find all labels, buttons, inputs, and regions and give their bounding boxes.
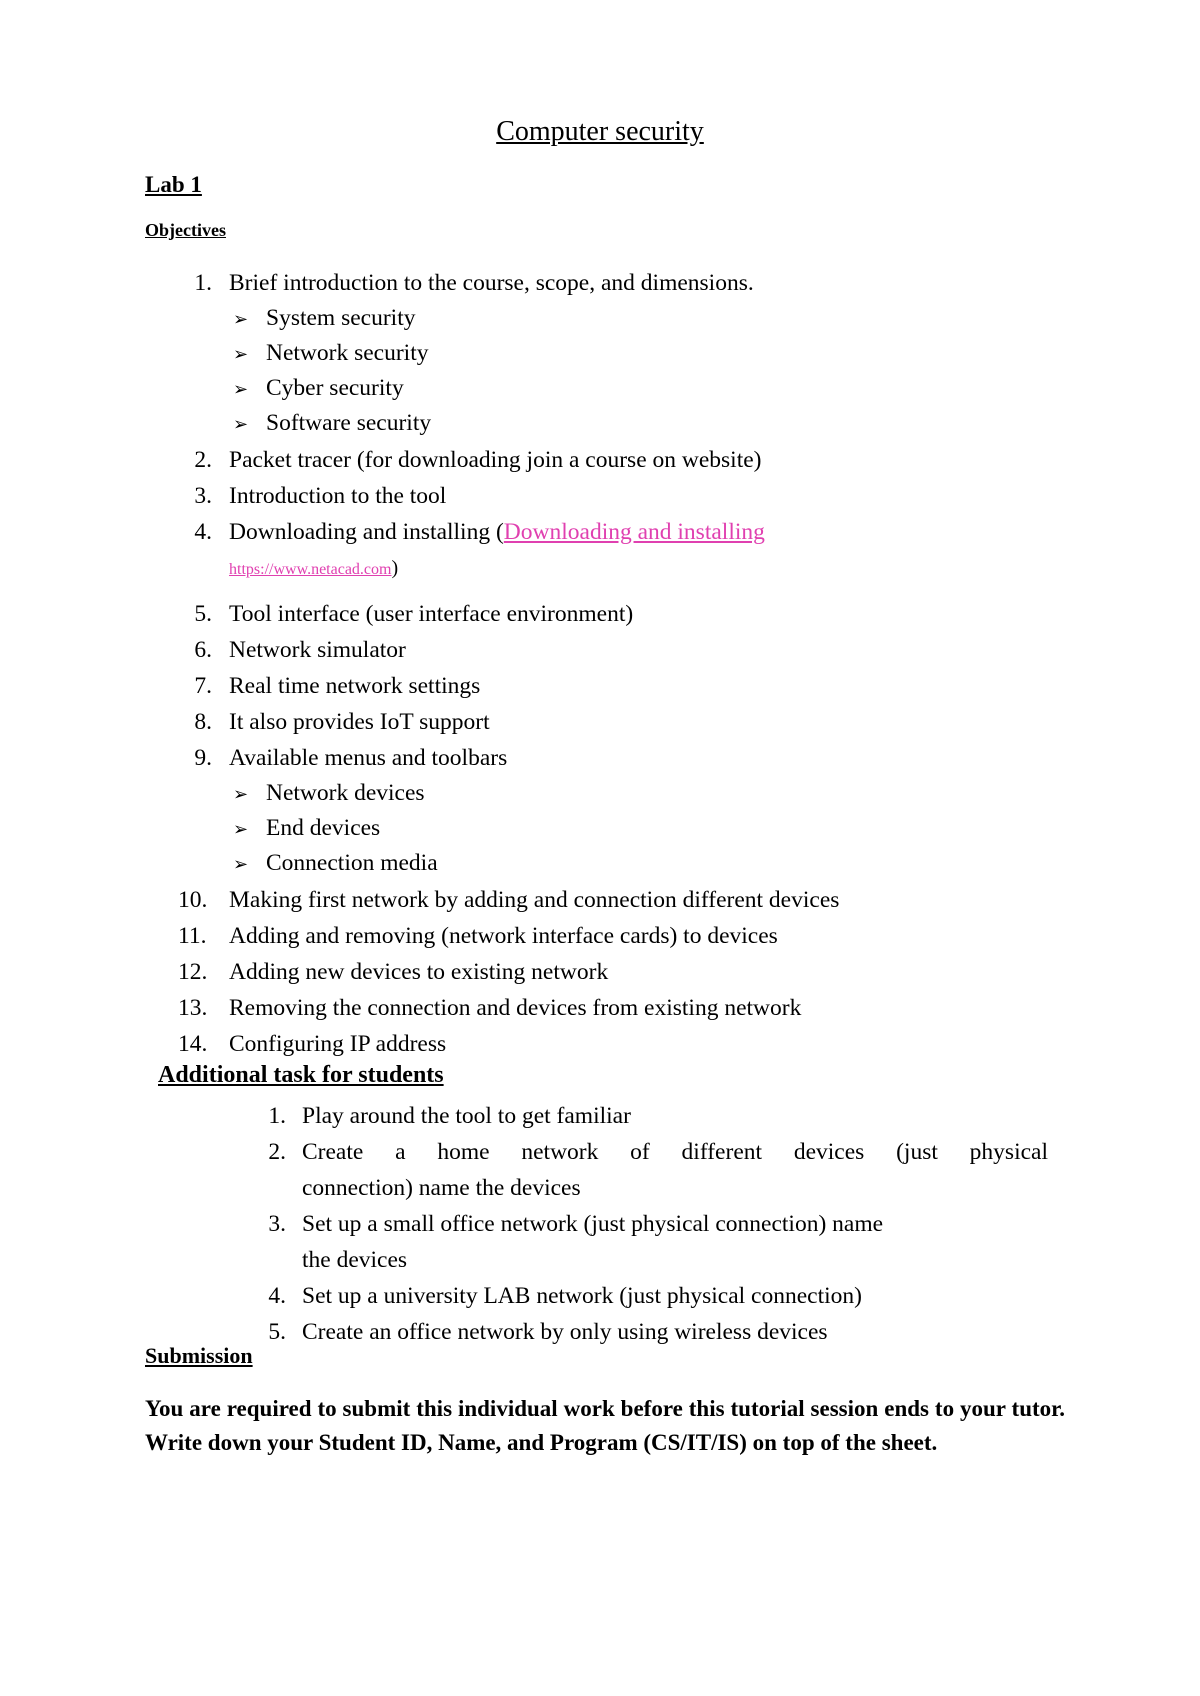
task-number: 3.	[268, 1211, 286, 1237]
item-text: Tool interface (user interface environment)	[229, 601, 634, 627]
sub-item-text: Cyber security	[266, 375, 404, 401]
arrow-bullet-icon: ➢	[233, 784, 249, 804]
arrow-bullet-icon: ➢	[233, 819, 249, 839]
lab-heading: Lab 1	[145, 172, 202, 197]
task-text: Set up a small office network (just physical connection) name	[302, 1211, 884, 1237]
item-text: Configuring IP address	[229, 1031, 447, 1057]
sub-item-text: Network security	[266, 340, 429, 366]
item-text: It also provides IoT support	[229, 709, 490, 735]
netacad-url-link[interactable]: https://www.netacad.com	[229, 561, 392, 578]
item-number: 7.	[194, 673, 212, 699]
download-link[interactable]: Downloading and installing	[503, 519, 765, 545]
item-number: 4.	[194, 519, 212, 545]
additional-task-heading: Additional task for students	[158, 1062, 444, 1088]
item-text: Downloading and installing (	[229, 519, 504, 545]
task-number: 4.	[268, 1283, 286, 1309]
item-text: Introduction to the tool	[229, 483, 447, 509]
task-number: 5.	[268, 1319, 286, 1345]
item-text: Real time network settings	[229, 673, 481, 699]
arrow-bullet-icon: ➢	[233, 854, 249, 874]
arrow-bullet-icon: ➢	[233, 414, 249, 434]
item-text: Brief introduction to the course, scope, and dimensions.	[229, 270, 754, 296]
item-number: 2.	[194, 447, 212, 473]
task-text: Create an office network by only using wireless devices	[302, 1319, 828, 1345]
task-text: Create a home network of different devices (just physical	[302, 1139, 1048, 1165]
item-number: 10.	[178, 887, 208, 913]
sub-item-text: Software security	[266, 410, 432, 436]
item-text: Packet tracer (for downloading join a course on website)	[229, 447, 762, 473]
task-number: 1.	[268, 1103, 286, 1129]
item-number: 9.	[194, 745, 212, 771]
item-text: Network simulator	[229, 637, 406, 663]
task-text: Play around the tool to get familiar	[302, 1103, 631, 1129]
task-text: the devices	[302, 1247, 408, 1273]
closing-paren: )	[391, 557, 399, 579]
arrow-bullet-icon: ➢	[233, 379, 249, 399]
item-number: 3.	[194, 483, 212, 509]
task-text: Set up a university LAB network (just physical connection)	[302, 1283, 862, 1309]
sub-item-text: End devices	[266, 815, 381, 841]
item-text: Removing the connection and devices from existing network	[229, 995, 802, 1021]
sub-item-text: System security	[266, 305, 416, 331]
item-number: 5.	[194, 601, 212, 627]
task-text: connection) name the devices	[302, 1175, 581, 1201]
item-text: Available menus and toolbars	[229, 745, 508, 771]
item-number: 14.	[178, 1031, 208, 1057]
item-number: 11.	[178, 923, 207, 949]
item-text: Adding and removing (network interface cards) to devices	[229, 923, 778, 949]
item-text: Making first network by adding and connection different devices	[229, 887, 840, 913]
item-number: 1.	[194, 270, 212, 296]
item-number: 12.	[178, 959, 208, 985]
arrow-bullet-icon: ➢	[233, 344, 249, 364]
task-number: 2.	[268, 1139, 286, 1165]
item-text: Adding new devices to existing network	[229, 959, 609, 985]
arrow-bullet-icon: ➢	[233, 309, 249, 329]
sub-item-text: Network devices	[266, 780, 425, 806]
item-number: 8.	[194, 709, 212, 735]
submission-heading: Submission	[145, 1343, 253, 1368]
item-number: 6.	[194, 637, 212, 663]
item-number: 13.	[178, 995, 208, 1021]
submission-paragraph: You are required to submit this individual work before this tutorial session ends to your tutor. Write down your Student ID, Name, and Program (CS/IT/IS) on top of the sheet.	[145, 1396, 1065, 1455]
objectives-heading: Objectives	[145, 220, 226, 240]
page-title: Computer security	[496, 116, 704, 147]
sub-item-text: Connection media	[266, 850, 438, 876]
